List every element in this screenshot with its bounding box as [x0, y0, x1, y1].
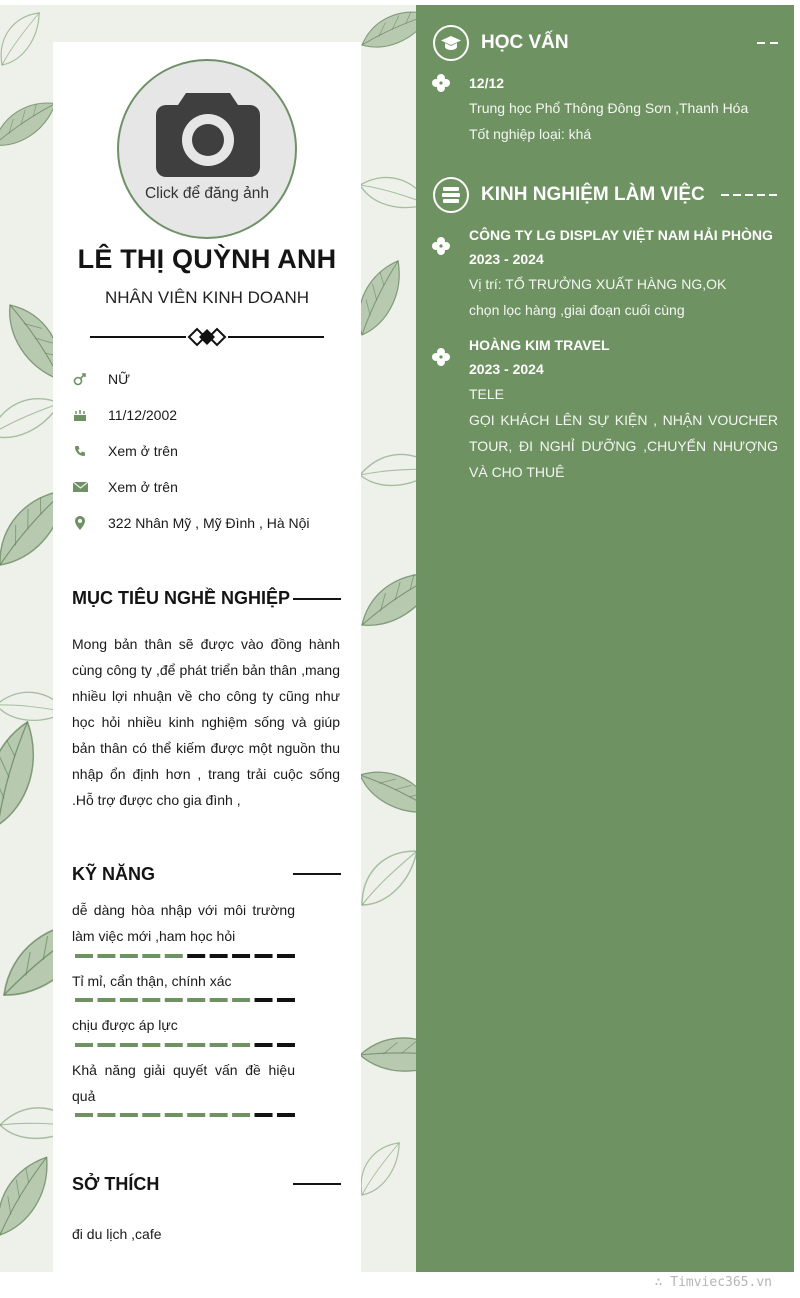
- skill-segment-filled: [120, 1043, 138, 1047]
- skill-segment-filled: [142, 1043, 160, 1047]
- skill-segment-filled: [75, 1043, 93, 1047]
- skill-segment-filled: [97, 954, 115, 958]
- info-email: [72, 477, 178, 497]
- experience-company: HOÀNG KIM TRAVEL: [469, 337, 610, 353]
- phone-icon: [72, 443, 88, 459]
- skill-segment-filled: [165, 954, 183, 958]
- skill-segment-filled: [165, 998, 183, 1002]
- right-column: [416, 5, 794, 1272]
- skill-segment-filled: [210, 998, 228, 1002]
- education-period: 12/12: [469, 75, 505, 91]
- birthday-cake-icon: [72, 407, 88, 423]
- skill-segment-filled: [120, 1113, 138, 1117]
- envelope-icon: [72, 479, 88, 495]
- skill-segment-filled: [142, 998, 160, 1002]
- watermark: ∴ Timviec365.vn: [654, 1275, 772, 1290]
- birthday-text: 11/12/2002: [108, 407, 178, 423]
- address-text: 322 Nhân Mỹ , Mỹ Đình , Hà Nội: [108, 515, 310, 531]
- experience-description: GỌI KHÁCH LÊN SỰ KIỆN , NHẬN VOUCHER TOUR, ĐI NGHỈ DƯỠNG ,CHUYỂN NHƯỢNG VÀ CHO THUÊ: [469, 412, 778, 480]
- experience-heading: KINH NGHIỆM LÀM VIỆC: [481, 184, 705, 205]
- flower-bullet-icon: [432, 348, 450, 366]
- candidate-title: NHÂN VIÊN KINH DOANH: [104, 288, 310, 307]
- skill-name: dễ dàng hòa nhập với môi trường làm việc mới ,ham học hỏi: [72, 902, 295, 944]
- skill-segment-empty: [232, 954, 250, 958]
- skill-segment-filled: [187, 998, 205, 1002]
- gender-text: NỮ: [108, 371, 131, 387]
- experience-position: TELE: [469, 386, 505, 402]
- experience-description: chọn lọc hàng ,giai đoạn cuối cùng: [469, 302, 685, 318]
- skill-name: Tỉ mỉ, cẩn thận, chính xác: [72, 973, 232, 989]
- objective-heading-line: [293, 598, 341, 600]
- education-note: Tốt nghiệp loại: khá: [469, 126, 592, 142]
- info-birthday: [72, 405, 178, 425]
- book-stack-icon: [433, 177, 469, 213]
- info-address: [72, 513, 310, 533]
- skill-segment-empty: [255, 954, 273, 958]
- education-header: [433, 25, 569, 61]
- education-heading-dashes: [757, 42, 779, 44]
- skill-segment-empty: [277, 1043, 295, 1047]
- experience-period: 2023 - 2024: [469, 251, 544, 267]
- skill-segment-filled: [142, 1113, 160, 1117]
- skill-segment-empty: [277, 1113, 295, 1117]
- skill-bar: [75, 1113, 295, 1117]
- experience-header: [433, 177, 705, 213]
- name-divider: [90, 327, 324, 347]
- experience-company: CÔNG TY LG DISPLAY VIỆT NAM HẢI PHÒNG: [469, 227, 773, 243]
- info-gender: [72, 369, 131, 389]
- skill-segment-empty: [277, 998, 295, 1002]
- skill-segment-filled: [142, 954, 160, 958]
- skill-segment-filled: [165, 1113, 183, 1117]
- skill-bar: [75, 1043, 295, 1047]
- skill-bar: [75, 998, 295, 1002]
- flower-bullet-icon: [432, 74, 450, 92]
- avatar-caption: Click để đăng ảnh: [144, 185, 270, 202]
- skill-segment-filled: [75, 954, 93, 958]
- education-heading: HỌC VẤN: [481, 32, 569, 53]
- skill-name: Khả năng giải quyết vấn đề hiệu quả: [72, 1062, 295, 1104]
- hobbies-heading-line: [293, 1183, 341, 1185]
- email-text: Xem ở trên: [108, 479, 178, 495]
- info-phone: [72, 441, 178, 461]
- skill-segment-filled: [75, 1113, 93, 1117]
- skill-segment-filled: [187, 1113, 205, 1117]
- skill-segment-filled: [120, 954, 138, 958]
- objective-heading: MỤC TIÊU NGHỀ NGHIỆP: [72, 588, 291, 608]
- skill-segment-filled: [120, 998, 138, 1002]
- skill-segment-empty: [255, 1043, 273, 1047]
- skill-segment-filled: [232, 998, 250, 1002]
- flower-bullet-icon: [432, 237, 450, 255]
- skill-bar: [75, 954, 295, 958]
- camera-icon: [156, 89, 260, 181]
- phone-text: Xem ở trên: [108, 443, 178, 459]
- skills-heading-line: [293, 873, 341, 875]
- skills-heading: KỸ NĂNG: [72, 864, 156, 884]
- graduation-cap-icon: [433, 25, 469, 61]
- skill-segment-empty: [277, 954, 295, 958]
- gender-icon: [72, 371, 88, 387]
- experience-position: Vị trí: TỔ TRƯỞNG XUẤT HÀNG NG,OK: [469, 276, 727, 292]
- hobbies-text: đi du lịch ,cafe: [72, 1226, 162, 1242]
- hobbies-heading: SỞ THÍCH: [72, 1174, 160, 1194]
- experience-heading-dashes: [721, 194, 779, 196]
- objective-text: Mong bản thân sẽ được vào đồng hành cùng công ty ,để phát triển bản thân ,mang nhiều lợi nhuận về cho công ty cũng như học hỏi nhiều kinh nghiệm sống và giúp bản thân có thể kiếm được một nguồn thu nhập ổn định hơn , trang trải cuộc sống .Hỗ trợ được cho gia đình ,: [72, 636, 340, 808]
- skill-segment-filled: [187, 1043, 205, 1047]
- map-marker-icon: [72, 515, 88, 531]
- avatar-upload[interactable]: [117, 59, 297, 239]
- skill-segment-empty: [187, 954, 205, 958]
- skill-segment-filled: [97, 998, 115, 1002]
- experience-period: 2023 - 2024: [469, 361, 544, 377]
- skill-segment-filled: [210, 1043, 228, 1047]
- skill-segment-filled: [165, 1043, 183, 1047]
- skill-segment-filled: [97, 1113, 115, 1117]
- education-school: Trung học Phổ Thông Đông Sơn ,Thanh Hóa: [469, 100, 749, 116]
- skill-segment-filled: [210, 1113, 228, 1117]
- skill-segment-filled: [75, 998, 93, 1002]
- skill-segment-empty: [210, 954, 228, 958]
- skill-segment-filled: [232, 1113, 250, 1117]
- candidate-name: LÊ THỊ QUỲNH ANH: [77, 244, 337, 274]
- skill-name: chịu được áp lực: [72, 1017, 178, 1033]
- skill-segment-empty: [255, 1113, 273, 1117]
- skill-segment-filled: [97, 1043, 115, 1047]
- skill-segment-empty: [255, 998, 273, 1002]
- skill-segment-filled: [232, 1043, 250, 1047]
